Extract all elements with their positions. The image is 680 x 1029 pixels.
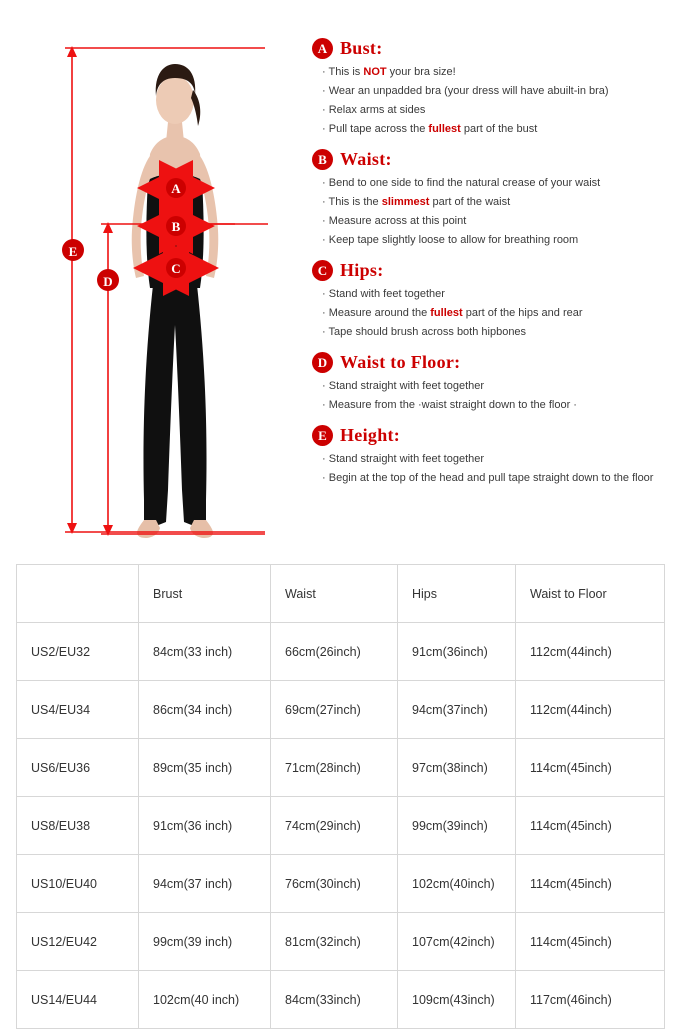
- instruction-title-bust: Bust:: [340, 38, 383, 58]
- table-row: [17, 913, 665, 971]
- bullet: · Tape should brush across both hipbones: [322, 323, 668, 342]
- cell-waist: 71cm(28inch): [271, 739, 398, 797]
- cell-size: US12/EU42: [17, 913, 139, 971]
- cell-waist-to-floor: 112cm(44inch): [516, 681, 665, 739]
- bullet: · Measure from the ·waist straight down to the floor ·: [322, 396, 668, 415]
- cell-hips: 94cm(37inch): [398, 681, 516, 739]
- cell-waist-to-floor: 114cm(45inch): [516, 913, 665, 971]
- column-header-waist: Waist: [271, 565, 398, 623]
- badge-c: C: [312, 260, 333, 281]
- cell-waist-to-floor: 114cm(45inch): [516, 855, 665, 913]
- instruction-height: [312, 425, 668, 488]
- cell-waist: 81cm(32inch): [271, 913, 398, 971]
- cell-hips: 107cm(42inch): [398, 913, 516, 971]
- cell-hips: 97cm(38inch): [398, 739, 516, 797]
- instruction-waist: [312, 149, 668, 250]
- figure-diagram: [60, 30, 290, 545]
- cell-waist: 74cm(29inch): [271, 797, 398, 855]
- cell-size: US4/EU34: [17, 681, 139, 739]
- figure-label-b: B: [171, 219, 181, 234]
- badge-d: D: [312, 352, 333, 373]
- cell-hips: 91cm(36inch): [398, 623, 516, 681]
- cell-waist-to-floor: 112cm(44inch): [516, 623, 665, 681]
- bullet: · Stand straight with feet together: [322, 377, 668, 396]
- table-row: [17, 623, 665, 681]
- cell-waist-to-floor: 117cm(46inch): [516, 971, 665, 1029]
- figure-label-c: C: [171, 261, 181, 276]
- bullet: · This is NOT your bra size!: [322, 63, 668, 82]
- column-header-brust: Brust: [139, 565, 271, 623]
- badge-a: A: [312, 38, 333, 59]
- instruction-title-hips: Hips:: [340, 260, 384, 280]
- table-row: [17, 971, 665, 1029]
- bullet: · Keep tape slightly loose to allow for breathing room: [322, 231, 668, 250]
- bullet: · Stand with feet together: [322, 285, 668, 304]
- cell-hips: 99cm(39inch): [398, 797, 516, 855]
- instruction-bullets-hips: [312, 285, 668, 342]
- table-row: [17, 739, 665, 797]
- instruction-bullets-bust: [312, 63, 668, 139]
- cell-size: US6/EU36: [17, 739, 139, 797]
- instruction-heading: [312, 149, 668, 170]
- instruction-waist-to-floor: [312, 352, 668, 415]
- cell-waist-to-floor: 114cm(45inch): [516, 739, 665, 797]
- cell-size: US2/EU32: [17, 623, 139, 681]
- instruction-bullets-height: [312, 450, 668, 488]
- cell-brust: 102cm(40 inch): [139, 971, 271, 1029]
- table-row: [17, 681, 665, 739]
- bullet: · Pull tape across the fullest part of the bust: [322, 120, 668, 139]
- figure-label-a: A: [171, 181, 181, 196]
- bullet: · This is the slimmest part of the waist: [322, 193, 668, 212]
- cell-hips: 102cm(40inch): [398, 855, 516, 913]
- table-row: [17, 797, 665, 855]
- instruction-bullets-waist: [312, 174, 668, 250]
- column-header-waist-to-floor: Waist to Floor: [516, 565, 665, 623]
- cell-brust: 91cm(36 inch): [139, 797, 271, 855]
- bullet: · Wear an unpadded bra (your dress will have abuilt-in bra): [322, 82, 668, 101]
- instruction-title-waist: Waist:: [340, 149, 392, 169]
- instruction-heading: [312, 260, 668, 281]
- instructions-list: [312, 38, 668, 498]
- cell-waist: 84cm(33inch): [271, 971, 398, 1029]
- cell-brust: 84cm(33 inch): [139, 623, 271, 681]
- badge-b: B: [312, 149, 333, 170]
- cell-size: US10/EU40: [17, 855, 139, 913]
- figure-label-d: D: [103, 274, 113, 289]
- table-row: [17, 855, 665, 913]
- instruction-heading: [312, 425, 668, 446]
- cell-brust: 94cm(37 inch): [139, 855, 271, 913]
- instruction-bust: [312, 38, 668, 139]
- model-figure: [60, 30, 290, 545]
- instruction-title-waist-to-floor: Waist to Floor:: [340, 352, 461, 372]
- cell-brust: 99cm(39 inch): [139, 913, 271, 971]
- cell-waist: 76cm(30inch): [271, 855, 398, 913]
- waist-measure-arrow: [144, 224, 268, 226]
- column-header-size: [17, 565, 139, 623]
- cell-size: US14/EU44: [17, 971, 139, 1029]
- bullet: · Relax arms at sides: [322, 101, 668, 120]
- cell-size: US8/EU38: [17, 797, 139, 855]
- table-header-row: [17, 565, 665, 623]
- bullet: · Stand straight with feet together: [322, 450, 668, 469]
- figure-label-e: E: [68, 244, 78, 259]
- size-chart-table: [16, 564, 665, 1029]
- cell-waist-to-floor: 114cm(45inch): [516, 797, 665, 855]
- cell-brust: 89cm(35 inch): [139, 739, 271, 797]
- bullet: · Measure across at this point: [322, 212, 668, 231]
- bullet: · Measure around the fullest part of the hips and rear: [322, 304, 668, 323]
- badge-e: E: [312, 425, 333, 446]
- cell-waist: 69cm(27inch): [271, 681, 398, 739]
- instruction-heading: [312, 352, 668, 373]
- cell-brust: 86cm(34 inch): [139, 681, 271, 739]
- model-body: [132, 64, 219, 538]
- instruction-heading: [312, 38, 668, 59]
- bullet: · Begin at the top of the head and pull tape straight down to the floor: [322, 469, 668, 488]
- cell-waist: 66cm(26inch): [271, 623, 398, 681]
- bullet: · Bend to one side to find the natural crease of your waist: [322, 174, 668, 193]
- instruction-hips: [312, 260, 668, 342]
- column-header-hips: Hips: [398, 565, 516, 623]
- instruction-bullets-waist-to-floor: [312, 377, 668, 415]
- cell-hips: 109cm(43inch): [398, 971, 516, 1029]
- instruction-title-height: Height:: [340, 425, 401, 445]
